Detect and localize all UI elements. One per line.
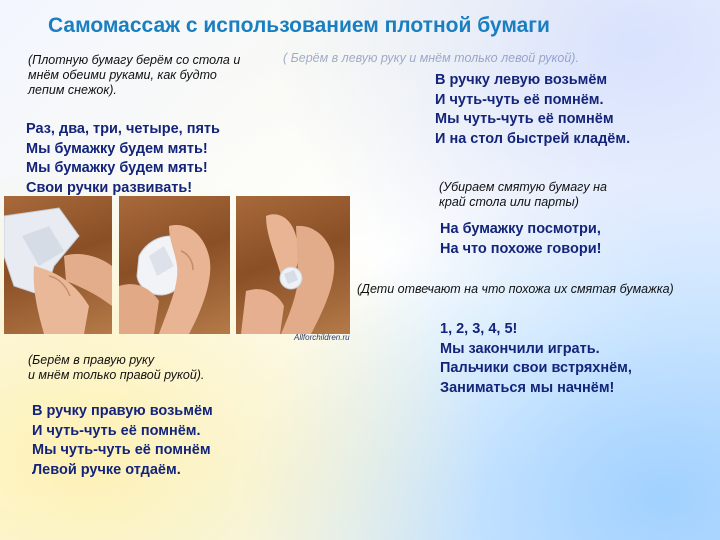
photo-hands-crumpled-ball <box>236 196 350 334</box>
photo-hands-squeezing-paper <box>119 196 230 334</box>
photo-watermark: Allforchildren.ru <box>294 333 350 342</box>
instruction-note-children-answer: (Дети отвечают на что похожа их смятая бумажка) <box>357 282 674 296</box>
verse-left-hand: В ручку левую возьмём И чуть-чуть её помнём. Мы чуть-чуть её помнём И на стол быстрей кладём. <box>435 72 631 147</box>
photo-hands-flat-paper <box>4 196 112 334</box>
verse-right-hand: В ручку правую возьмём И чуть-чуть её помнём. Мы чуть-чуть её помнём Левой ручке отдаём. <box>32 403 213 478</box>
verse-counting: Раз, два, три, четыре, пять Мы бумажку будем мять! Мы бумажку будем мять! Свои ручки развивать! <box>26 121 220 196</box>
instruction-note-clear-paper: (Убираем смятую бумагу на край стола или парты) <box>439 180 607 209</box>
instruction-note-left-hand: ( Берём в левую руку и мнём только левой рукой). <box>283 51 579 65</box>
slide-title: Самомассаж с использованием плотной бумаги <box>48 14 550 37</box>
instruction-note-right-hand: (Берём в правую руку и мнём только правой рукой). <box>28 353 205 382</box>
verse-finish: 1, 2, 3, 4, 5! Мы закончили играть. Пальчики свои встряхнём, Заниматься мы начнём! <box>440 321 632 396</box>
instruction-note-both-hands: (Плотную бумагу берём со стола и мнём обеими руками, как будто лепим снежок). <box>28 53 241 97</box>
verse-look-at-paper: На бумажку посмотри, На что похоже говори! <box>440 221 602 257</box>
